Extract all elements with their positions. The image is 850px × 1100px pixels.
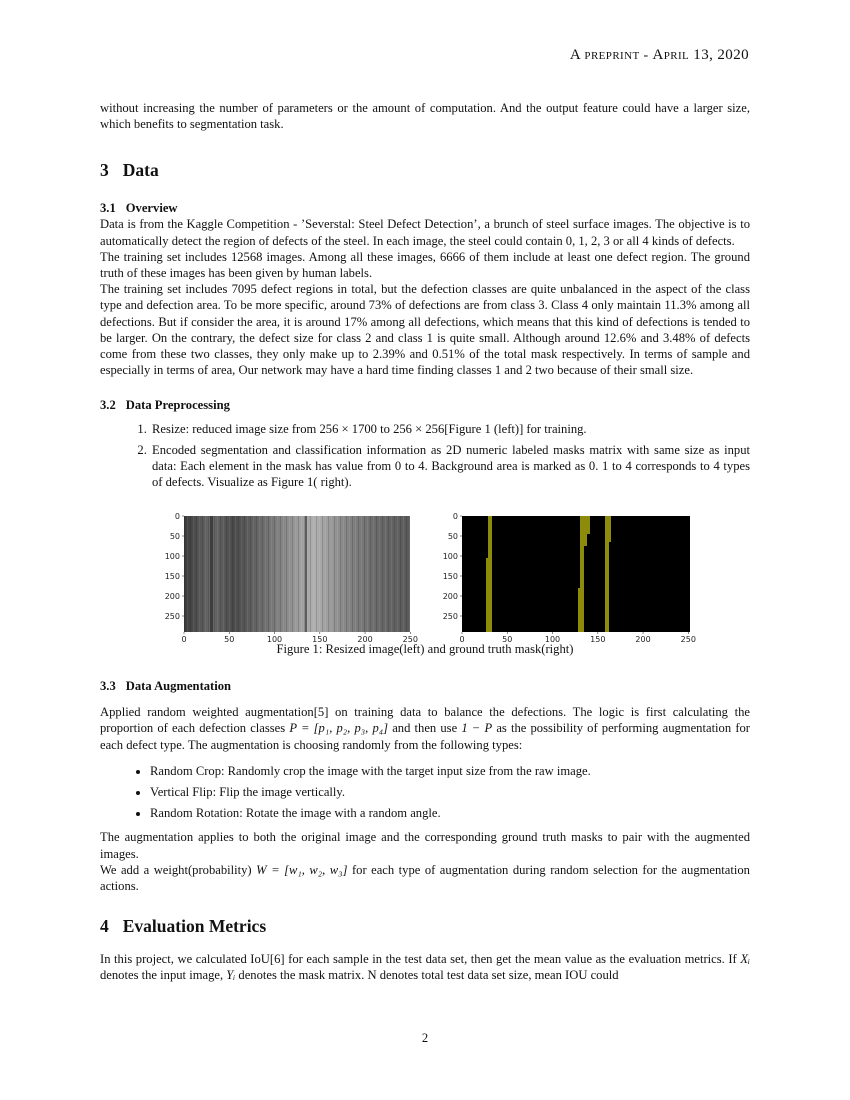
augmentation-paragraph-1	[100, 704, 750, 753]
preprocessing-list	[100, 421, 750, 490]
section-3-heading	[100, 160, 750, 181]
y-tick-label: 100	[164, 552, 180, 562]
subsection-number: 3.1	[100, 201, 116, 216]
subsection-number: 3.3	[100, 679, 116, 694]
x-tick-label: 150	[590, 635, 606, 645]
steel-image-panel	[165, 512, 418, 644]
y-tick-label: 0	[174, 512, 180, 522]
list-item: 1. Resize: reduced image size from 256 × 1700 to 256 × 256[Figure 1 (left)] for training.	[150, 421, 750, 437]
overview-paragraph-1: Data is from the Kaggle Competition - ’Severstal: Steel Defect Detection’, a brunch of steel surface images. The objective is to automatically detect the region of defects of the steel. In each image, the steel could contain 0, 1, 2, 3 or all 4 kinds of defects.	[100, 217, 750, 248]
text-run: Applied random weighted augmentation[5] on training data to balance the defections. The logic is first calculating the proportion of each defection classes	[100, 705, 750, 736]
text-run: denotes the mask matrix. N denotes total test data set size, mean IOU could	[235, 968, 619, 983]
right-y-axis	[443, 512, 462, 621]
math-mask-matrix: Yᵢ	[226, 968, 236, 983]
running-header	[570, 47, 749, 64]
intro-paragraph: without increasing the number of parameters or the amount of computation. And the output feature could have a larger size, which benefits to segmentation task.	[100, 101, 750, 132]
section-title: Evaluation Metrics	[122, 916, 267, 937]
steel-surface-texture	[184, 516, 410, 632]
mask-defect-region	[486, 558, 489, 632]
overview-paragraph-2: The training set includes 12568 images. Among all these images, 6666 of them include at least one defect region. The ground truth of these images has been given by human labels.	[100, 249, 750, 281]
y-tick-label: 200	[442, 592, 458, 602]
y-tick-label: 0	[452, 512, 458, 522]
math-proportion-vector: P = [p₁, p₂, p₃, p₄]	[289, 721, 389, 736]
text-run: denotes the input image,	[100, 968, 227, 983]
text-run: We add a weight(probability)	[100, 862, 257, 877]
x-tick-label: 150	[312, 635, 328, 645]
figure-1-caption: Figure 1: Resized image(left) and ground truth mask(right)	[276, 642, 574, 657]
figure-1	[100, 506, 750, 645]
steel-dark-streak	[210, 516, 213, 632]
header-date: April 13, 2020	[652, 47, 749, 63]
text-run: and then use	[388, 721, 462, 736]
y-tick-label: 50	[447, 532, 458, 542]
x-tick-label: 250	[402, 635, 418, 645]
subsection-3-1-heading	[100, 201, 750, 216]
mask-background	[462, 516, 690, 632]
list-item: • Random Crop: Randomly crop the image with the target input size from the raw image.	[150, 763, 750, 779]
subsection-title: Data Preprocessing	[125, 398, 230, 413]
header-separator: -	[639, 48, 653, 63]
mask-defect-region	[578, 588, 581, 632]
subsection-title: Overview	[125, 201, 178, 216]
figure-1-graphic	[100, 506, 750, 645]
y-tick-label: 100	[442, 552, 458, 562]
section-number: 4	[100, 916, 109, 937]
x-tick-label: 250	[680, 635, 696, 645]
list-item: 2. Encoded segmentation and classification information as 2D numeric labeled masks matrix with same size as input data: Each element in the mask has value from 0 to 4. Background area is marked as 0. 1 to 4 corresponds to 4 types of defects. Visualize as Figure 1( right).	[150, 442, 750, 491]
x-tick-label: 200	[635, 635, 651, 645]
list-item: • Random Rotation: Rotate the image with a random angle.	[150, 805, 750, 821]
page-number: 2	[421, 1031, 429, 1045]
subsection-3-2-heading	[100, 398, 750, 413]
x-tick-label: 0	[181, 635, 187, 645]
y-tick-label: 200	[164, 592, 180, 602]
augmentation-list	[100, 763, 750, 822]
subsection-number: 3.2	[100, 398, 116, 413]
x-tick-label: 100	[266, 635, 283, 645]
augmentation-paragraph-3	[100, 862, 750, 894]
y-tick-label: 250	[442, 612, 458, 622]
y-tick-label: 250	[164, 612, 180, 622]
page-content	[100, 100, 750, 984]
math-input-image: Xᵢ	[740, 952, 750, 967]
text-run: for each type of augmentation during random selection for the augmentation actions.	[100, 862, 750, 894]
mask-image-panel	[443, 512, 696, 644]
section-4-heading	[100, 916, 750, 937]
x-tick-label: 100	[544, 635, 561, 645]
x-tick-label: 50	[502, 635, 513, 645]
list-item: • Vertical Flip: Flip the image vertically.	[150, 784, 750, 800]
text-run: In this project, we calculated IoU[6] for each sample in the test data set, then get the mean value as the evaluation metrics. If	[100, 952, 741, 967]
y-tick-label: 150	[164, 572, 180, 582]
evaluation-paragraph	[100, 951, 750, 983]
header-prefix: A preprint	[569, 47, 640, 63]
y-tick-label: 150	[442, 572, 458, 582]
augmentation-paragraph-2: The augmentation applies to both the original image and the corresponding ground truth masks to pair with the augmented images.	[100, 830, 750, 861]
mask-defect-region	[605, 516, 609, 632]
subsection-3-3-heading	[100, 679, 750, 694]
math-weight-vector: W = [w₁, w₂, w₃]	[256, 862, 348, 877]
mask-defect-region	[609, 516, 611, 542]
steel-dark-streak	[305, 516, 307, 632]
text-run: as the possibility of performing augmentation for each defect type. The augmentation is choosing randomly from the following types:	[100, 721, 750, 752]
x-tick-label: 200	[357, 635, 373, 645]
mask-defect-region	[587, 516, 590, 534]
section-title: Data	[122, 160, 159, 181]
left-y-axis	[165, 512, 184, 621]
subsection-title: Data Augmentation	[125, 679, 232, 694]
mask-defect-region	[584, 516, 587, 546]
section-number: 3	[100, 160, 109, 181]
x-tick-label: 50	[224, 635, 235, 645]
math-one-minus-p: 1 − P	[461, 721, 493, 736]
overview-paragraph-3: The training set includes 7095 defect regions in total, but the defection classes are quite unbalanced in the aspect of the class type and defection area. To be more specific, around 73% of defections are from class 3. Class 4 only maintain 11.3% among all defections. But if consider the area, it is around 17% among all defections, which means that this kind of defections is tended to be larger. On the contrary, the defect size for class 2 and class 1 is quite small. Although around 12.6% and 3.48% of defects come from these two classes, they only make up to 2.39% and 0.51% of the total mask respectively. In terms of sample and especially in terms of area, Our network may have a hard time finding classes 1 and 2 two because of their small size.	[100, 282, 750, 378]
x-tick-label: 0	[459, 635, 465, 645]
y-tick-label: 50	[169, 532, 180, 542]
